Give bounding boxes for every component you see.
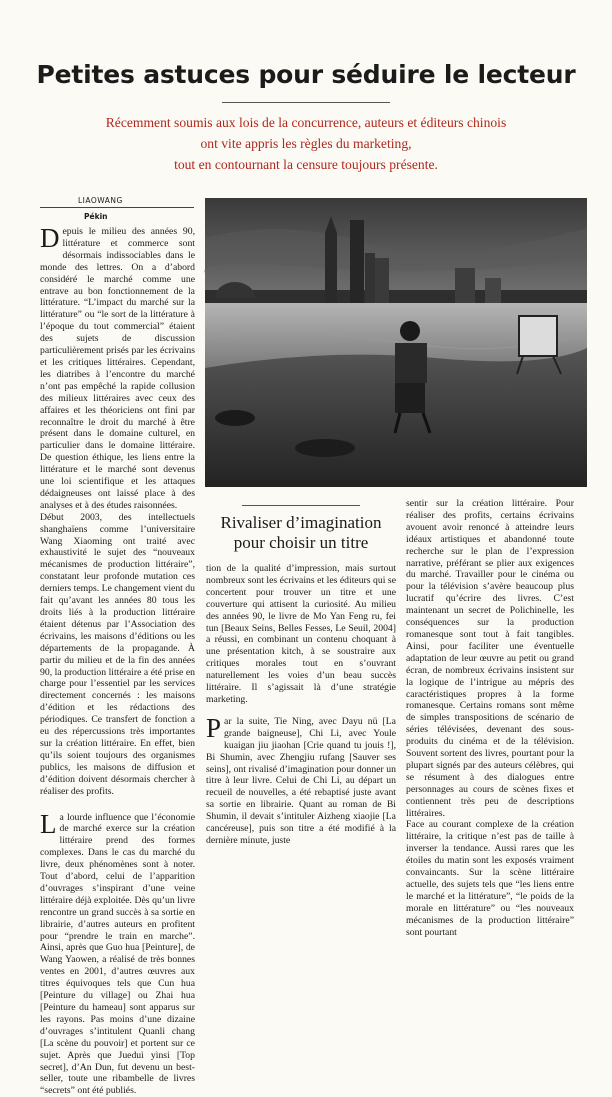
paragraph: Début 2003, des intellectuels shanghaïens comme l’universitaire Wang Xiaoming ont traité avec exhaustivité le sujet des “nouveaux mécanismes de production littéraire”, constatant leur profonde mutation ces derniers temps. Le changement vient du fait qu’avant les années 80 tous les droits liés à la production littéraire étaient détenus par l’Association des écrivains, les maisons d’éditions ou les départements de la propagande. À partir du milieu et de la fin des années 90, la production littéraire a été prise en charge pour l’essentiel par les services directement concernés : les maisons d’édition et les rédactions des périodiques. Ce transfert de fonction a eu des répercussions très importantes sur la création littéraire. En effet, bien qu’ils soient toujours des organismes publics, les maisons de diffusion et d’édition doivent désormais chercher à réaliser des profits. [40, 512, 195, 798]
article-photo [205, 198, 587, 487]
paragraph [40, 226, 195, 512]
paragraph: sentir sur la création littéraire. Pour réaliser des profits, certains écrivains avouent avoir renoncé à atteindre leurs idéaux artistiques et abandonné toute recherche sur le plan de l’expression narrative, préférant se plier aux exigences du marché. Travailler pour le cinéma ou pour la télévision s’avère beaucoup plus lucratif qu’écrire des livres. C’est maintenant un secret de Polichinelle, les conséquences sur la production romanesque sont tout à fait tangibles. Ainsi, pour faciliter une éventuelle adaptation de leur œuvre au petit ou grand écran, de nombreux écrivains insistent sur la logique de l’intrigue au mépris des caractéristiques propres à la forme romanesque. Certains romans sont même de simples transpositions de scénario de séries télévisées, devenant des sous-produits du cinéma et de la télévision. Souvent sortent des livres, pourtant pour la plupart signés par des auteurs célèbres, qui se résument à des dialogues entre personnages au cours de scènes fixes et contiennent très peu de descriptions littéraires. [406, 498, 574, 819]
paragraph-text: ar la suite, Tie Ning, avec Dayu nü [La grande baigneuse], Chi Li, avec Youle kuaigan jiu jiaohan [Crie quand tu jouis !], Bi Shumin, avec Zhengjiu rufang [Sauver ses seins], ont rivalisé d’imagination pour donner un titre à leur livre. Celui de Chi Li, au départ un recueil de nouvelles, a été rebaptisé juste avant sa sortie en librairie. Quant au roman de Bi Shumin, il devait s’intituler Aizheng xiaojie [La cancéreuse], puis son titre a été modifié à la dernière minute, juste [206, 716, 396, 846]
source-divider [40, 207, 194, 208]
title-divider [222, 102, 390, 103]
paragraph-text: a lourde influence que l’économie de marché exerce sur la création littéraire prend des formes complexes. Dans le cas du marché du livre, deux phénomènes sont à noter. Tout d’abord, celui de l’apparition d’ouvrages s’inspirant d’une veine littéraire déjà exploitée. Dès qu’un livre rencontre un grand succès à sa sortie en librairie, d’autres auteurs en profitent pour “prendre le train en marche”. Ainsi, après que Guo hua [Peinture], de Wang Yaowen, a réalisé de très bonnes ventes en 2001, d’autres œuvres aux titres équivoques tels que Cun hua [Peinture du village] ou Zhai hua [Peinture du hameau] sont apparus sur les rayons. Pas moins d’une dizaine d’ouvrages s’intitulent Quanli chang [La scène du pouvoir] et portent sur ce sujet. Après que Jueduì yìnsi [Top secret], d’An Dun, fut devenu un best-seller, toute une ribambelle de livres “secrets” ont été publiés. [40, 812, 195, 1097]
paragraph: tion de la qualité d’impression, mais surtout nombreux sont les écrivains et les éditeurs qui se concertent pour trouver un titre et une couverture qui attisent la curiosité. Au milieu des années 90, le livre de Mo Yan Feng ru, fei tun [Beaux Seins, Belles Fesses, Le Seuil, 2004] a réussi, en combinant un contenu choquant à une présentation kitch, à se soustraire aux critiques morales tout en s’ouvrant naturellement les voies d’un beau succès littéraire. Il s’agissait là d’une stratégie marketing. [206, 563, 396, 706]
source-city: Pékin [84, 212, 107, 221]
lead-line: tout en contournant la censure toujours présente. [40, 154, 572, 175]
drop-cap: P [206, 717, 221, 740]
text-column-3 [406, 498, 574, 828]
text-column-1 [40, 226, 195, 826]
drop-cap: L [40, 813, 57, 836]
source-name: LIAOWANG [78, 196, 123, 205]
paragraph: Face au courant complexe de la création littéraire, la critique n’est pas de taille à inverser la tendance. Aussi rares que les étoiles du matin sont les exposés vraiment convaincants. Sur la scène littéraire actuelle, des sujets tels que “les liens entre le marché et la littérature”, “le poids de la morale en littérature” ou “les nouveaux mécanismes de la production littéraire” sont pourtant [406, 819, 574, 938]
subhead-divider [242, 505, 360, 506]
photo-icon [205, 198, 587, 487]
lead-line: ont vite appris les règles du marketing, [40, 133, 572, 154]
paragraph [206, 716, 396, 847]
article-lead [40, 112, 572, 175]
lead-line: Récemment soumis aux lois de la concurrence, auteurs et éditeurs chinois [40, 112, 572, 133]
text-column-2 [206, 563, 396, 828]
drop-cap: D [40, 227, 60, 250]
paragraph-text: epuis le milieu des années 90, littérature et commerce sont désormais indissociables dans le monde des lettres. On a d’abord considéré le marché comme une entrave au bon fonctionnement de la littérature. “L’impact du marché sur la littérature” ou “le sort de la littérature à l’époque du tout commercial” étaient des sujets de discussion particulièrement prisés par les écrivains et les critiques littéraires. Cependant, les diatribes à l’encontre du marché n’ont pas empêché la rapide collusion des milieux littéraires avec ceux des affaires et les théoriciens ont fini par reconnaître le droit du marché à être présent dans le domaine culturel, en particulier dans le domaine littéraire. De question éthique, les liens entre la littérature et le marché sont devenus une loi scientifique et les attaques dédaigneuses ont laissé place à des analyses et à des études raisonnées. [40, 226, 195, 511]
section-subhead: Rivaliser d’imagination pour choisir un titre [206, 513, 396, 553]
article-title: Petites astuces pour séduire le lecteur [0, 60, 612, 89]
paragraph [40, 812, 195, 1097]
